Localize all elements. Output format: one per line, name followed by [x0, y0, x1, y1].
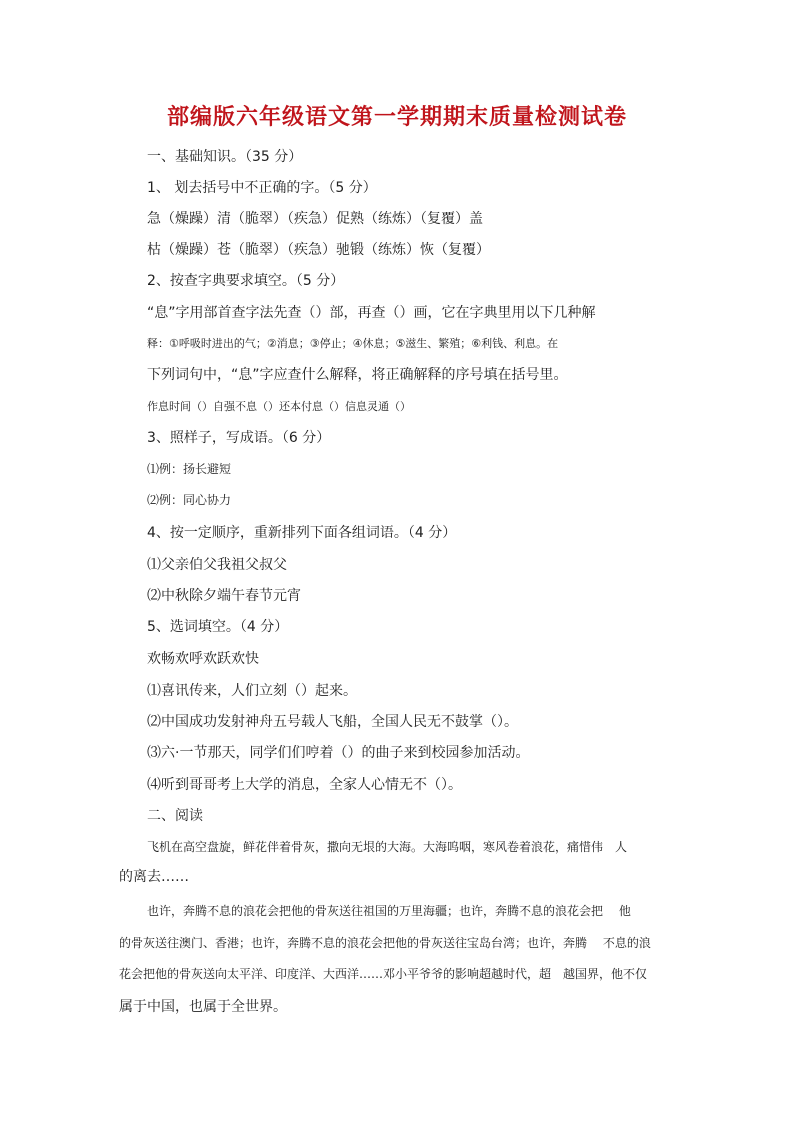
question-2-heading: 2、按查字典要求填空。（5 分）: [147, 273, 345, 289]
question-2-text-3: 下列词句中，“息”字应查什么解释，将正确解释的序号填在括号里。: [147, 367, 568, 383]
question-5-item-4: ⑷听到哥哥考上大学的消息，全家人心情无不（）。: [147, 777, 462, 793]
reading-paragraph-2-line-3: 花会把他的骨灰送向太平洋、印度洋、大西洋……邓小平爷爷的影响超越时代，超 越国界，他不仅: [119, 967, 648, 981]
question-3-example-1: ⑴例：扬长避短: [147, 462, 232, 476]
question-3-example-2: ⑵例：同心协力: [147, 493, 232, 507]
page-title: 部编版六年级语文第一学期期末质量检测试卷: [166, 104, 627, 130]
reading-paragraph-2-line-4: 属于中国，也属于全世界。: [119, 999, 287, 1015]
question-1-line-1: 急（燥躁）清（脆翠）（疾急）促熟（练炼）（复覆）盖: [147, 211, 483, 227]
question-2-blanks: 作息时间（）自强不息（）还本付息（）信息灵通（）: [147, 400, 411, 413]
question-3-heading: 3、照样子，写成语。（6 分）: [147, 430, 331, 446]
question-1-heading: 1、 划去括号中不正确的字。（5 分）: [147, 180, 377, 196]
question-5-item-2: ⑵中国成功发射神舟五号载人飞船，全国人民无不鼓掌（）。: [147, 714, 518, 730]
question-5-heading: 5、选词填空。（4 分）: [147, 619, 289, 635]
question-4-item-1: ⑴父亲伯父我祖父叔父: [147, 557, 287, 573]
section-1-heading: 一、基础知识。（35 分）: [147, 149, 303, 165]
question-5-item-1: ⑴喜讯传来，人们立刻（）起来。: [147, 683, 357, 699]
question-2-text-2: 释：①呼吸时进出的气；②消息；③停止；④休息；⑤滋生、繁殖；⑥利钱、利息。在: [147, 337, 559, 350]
question-4-item-2: ⑵中秋除夕端午春节元宵: [147, 588, 301, 604]
reading-paragraph-2-line-2: 的骨灰送往澳门、香港；也许，奔腾不息的浪花会把他的骨灰送往宝岛台湾；也许，奔腾 不息的浪: [119, 936, 651, 950]
question-5-item-3: ⑶六·一节那天，同学们们哼着（）的曲子来到校园参加活动。: [147, 745, 530, 761]
question-2-text-1: “息”字用部首查字法先查（）部，再查（）画，它在字典里用以下几种解: [147, 305, 596, 321]
question-5-word-bank: 欢畅欢呼欢跃欢快: [147, 651, 259, 667]
question-1-line-2: 枯（燥躁）苍（脆翠）（疾急）驰锻（练炼）恢（复覆）: [147, 242, 490, 258]
reading-paragraph-1-line-1: 飞机在高空盘旋，鲜花伴着骨灰，撒向无垠的大海。大海呜咽，寒风卷着浪花，痛惜伟 人: [147, 840, 628, 854]
question-4-heading: 4、按一定顺序，重新排列下面各组词语。（4 分）: [147, 525, 457, 541]
reading-paragraph-1-line-2: 的离去……: [119, 869, 189, 885]
section-2-heading: 二、阅读: [147, 808, 203, 824]
reading-paragraph-2-line-1: 也许，奔腾不息的浪花会把他的骨灰送往祖国的万里海疆；也许，奔腾不息的浪花会把 他: [147, 904, 631, 918]
